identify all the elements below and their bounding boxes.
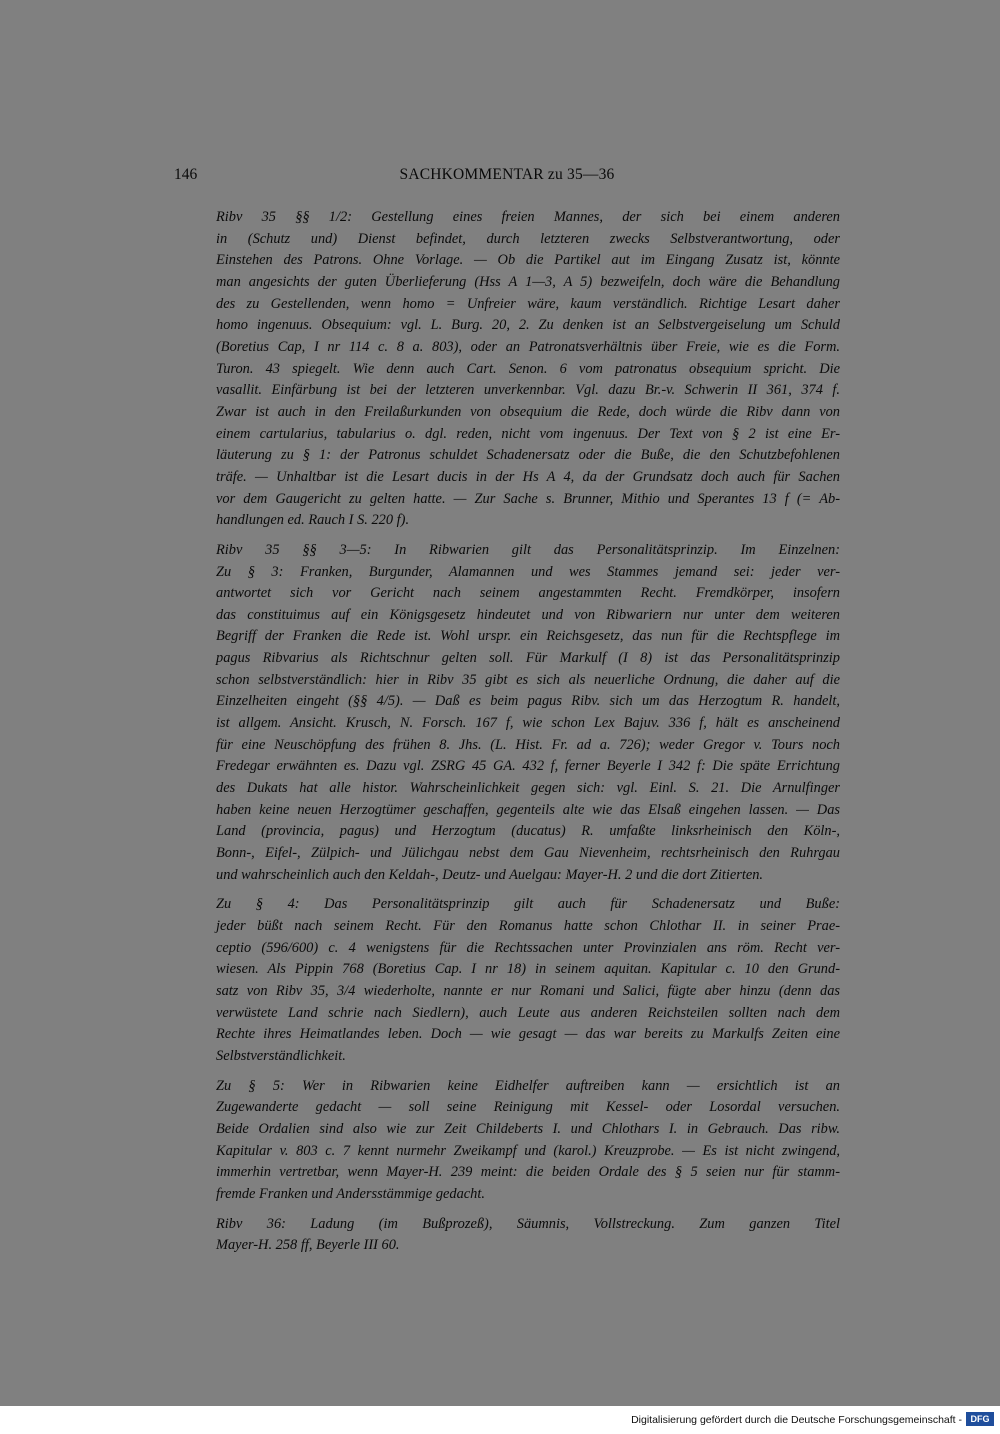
text-line: homo ingenuus. Obsequium: vgl. L. Burg. 20, 2. Zu denken ist an Selbstvergeiselung um Schuld [216,317,840,334]
text-line: das constituimus auf ein Königsgesetz hindeutet und von Ribwariern nur unter dem weiteren [216,606,840,623]
funding-credit: Digitalisierung gefördert durch die Deutsche Forschungsgemeinschaft - [631,1414,962,1426]
text-line: einem cartularius, tabularius o. dgl. reden, nicht vom ingenuus. Der Text von § 2 ist eine Er- [216,425,840,442]
text-line: vasallit. Einfärbung ist bei der letzteren unverkennbar. Vgl. dazu Br.-v. Schwerin II 361, 374 f. [216,382,840,399]
text-line: ist allgem. Ansicht. Krusch, N. Forsch. 167 f, wie schon Lex Bajuv. 336 f, hält es anscheinend [216,715,840,732]
text-line: ceptio (596/600) c. 4 wenigstens für die Rechtssachen unter Provinzialen ans röm. Recht ver- [216,939,840,956]
text-line: immerhin vertretbar, wenn Mayer-H. 239 meint: die beiden Ordale des § 5 seien nur für stamm- [216,1164,840,1181]
commentary-paragraph [174,207,840,532]
text-line: in (Schutz und) Dienst befindet, durch letzteren zwecks Selbstverantwortung, oder [216,230,840,247]
text-line: Zu § 3: Franken, Burgunder, Alamannen und wes Stammes jemand sei: jeder ver- [216,563,840,580]
text-line: Ribv 35 §§ 1/2: Gestellung eines freien Mannes, der sich bei einem anderen [216,209,840,225]
text-line: Einstehen des Patrons. Ohne Vorlage. — Ob die Partikel aut im Eingang Zusatz ist, könnte [216,252,840,269]
text-line: Ribv 35 §§ 3—5: In Ribwarien gilt das Personalitätsprinzip. Im Einzelnen: [216,541,840,558]
text-line: Fredegar erwähnten es. Dazu vgl. ZSRG 45 GA. 432 f, ferner Beyerle I 342 f: Die späte Errichtung [216,758,840,775]
page-header [174,166,840,190]
text-line: Land (provincia, pagus) und Herzogtum (ducatus) R. umfaßte linksrheinisch den Köln-, [216,823,840,840]
text-line: Zugewanderte gedacht — soll seine Reinigung mit Kessel- oder Losordal versuchen. [216,1099,840,1116]
text-line: des Dukats hat alle histor. Wahrscheinlichkeit gegen sich: vgl. Einl. S. 21. Die Arnulfinger [216,780,840,797]
text-line: Einzelheiten eingeht (§§ 4/5). — Daß es beim pagus Ribv. sich um das Herzogtum R. handelt, [216,693,840,710]
commentary-paragraph [174,1214,840,1257]
text-line: Selbstverständlichkeit. [216,1047,346,1064]
text-line: läuterung zu § 1: der Patronus schuldet Schadenersatz oder die Buße, die den Schutzbefohlenen [216,447,840,464]
text-line: wiesen. Als Pippin 768 (Boretius Cap. I nr 18) in seinem aquitan. Kapitular c. 10 den Grund- [216,961,840,978]
text-line: Bonn-, Eifel-, Zülpich- und Jülichgau nebst dem Gau Nievenheim, rechtsrheinisch den Ruhrgau [216,845,840,862]
text-line: satz von Ribv 35, 3/4 wiederholte, nannte er nur Romani und Salici, fügte aber hinzu (denn das [216,982,840,999]
commentary-paragraph [174,1076,840,1206]
text-line: Zwar ist auch in den Freilaßurkunden von obsequium die Rede, doch würde die Ribv dann von [216,403,840,420]
text-line: träfe. — Unhaltbar ist die Lesart ducis in der Hs A 4, da der Grundsatz doch auch für Sachen [216,468,840,485]
text-line: (Boretius Cap, I nr 114 c. 8 a. 803), oder an Patronatsverhältnis über Freie, wie es die Form. [216,338,840,355]
commentary-paragraph [174,894,840,1067]
text-line: Ribv 36: Ladung (im Bußprozeß), Säumnis, Vollstreckung. Zum ganzen Titel [216,1215,840,1232]
commentary-body [174,207,840,1265]
text-line: Kapitular v. 803 c. 7 kennt nurmehr Zweikampf und (karol.) Kreuzprobe. — Es ist nicht zwingend, [216,1142,840,1159]
text-line: antwortet sich vor Gericht nach seinem angestammten Recht. Fremdkörper, insofern [216,585,840,602]
text-line: man angesichts der guten Überlieferung (Hss A 1—3, A 5) bezweifeln, doch wäre die Behandlung [216,273,840,290]
text-line: verwüstete Land schrie nach Siedlern), auch Leute aus anderen Reichsteilen sollten nach dem [216,1004,840,1021]
text-line: Mayer-H. 258 ff, Beyerle III 60. [216,1237,400,1254]
text-line: pagus Ribvarius als Richtschnur gelten soll. Für Markulf (I 8) ist das Personalitätsprinzip [216,650,840,667]
text-line: haben keine neuen Herzogtümer geschaffen, gegenteils alte wie das Elsaß eingehen lassen. — Das [216,801,840,818]
text-line: schon selbstverständlich: hier in Ribv 35 gibt es sich als neuerliche Ordnung, die daher auf die [216,671,840,688]
commentary-paragraph [174,540,840,887]
text-line: Zu § 5: Wer in Ribwarien keine Eidhelfer auftreiben kann — ersichtlich ist an [216,1077,840,1094]
text-line: und wahrscheinlich auch den Keldah-, Deutz- und Auelgau: Mayer-H. 2 und die dort Zitierten. [216,866,764,883]
text-line: des zu Gestellenden, wenn homo = Unfreier wäre, kaum verständlich. Richtige Lesart daher [216,295,840,312]
text-line: vor dem Gaugericht zu gelten hatte. — Zur Sache s. Brunner, Mithio und Sperantes 13 f (= Ab- [216,490,840,507]
text-line: Zu § 4: Das Personalitätsprinzip gilt auch für Schadenersatz und Buße: [216,896,840,913]
text-line: jeder büßt nach seinem Recht. Für den Romanus hatte schon Chlothar II. in seiner Prae- [216,918,840,934]
text-line: für eine Neuschöpfung des frühen 8. Jhs. (L. Hist. Fr. ad a. 726); weder Gregor v. Tours noch [216,736,840,753]
text-line: Turon. 43 spiegelt. Wie denn auch Cart. Senon. 6 vom patronatus obsequium spricht. Die [216,360,840,377]
text-line: handlungen ed. Rauch I S. 220 f). [216,512,410,529]
dfg-logo-icon: DFG [966,1412,994,1426]
page-number: 146 [174,166,198,183]
running-head: SACHKOMMENTAR zu 35—36 [399,166,615,183]
text-line: fremde Franken und Andersstämmige gedacht. [216,1185,485,1202]
text-line: Rechte ihres Heimatlandes leben. Doch — wie gesagt — das war bereits zu Markulfs Zeiten eine [216,1026,840,1043]
text-line: Beide Ordalien sind also wie zur Zeit Childeberts I. und Chlothars I. in Gebrauch. Das ribw. [216,1120,840,1137]
text-line: Begriff der Franken die Rede ist. Wohl urspr. ein Reichsgesetz, das nun für die Rechtspflege im [216,628,840,645]
